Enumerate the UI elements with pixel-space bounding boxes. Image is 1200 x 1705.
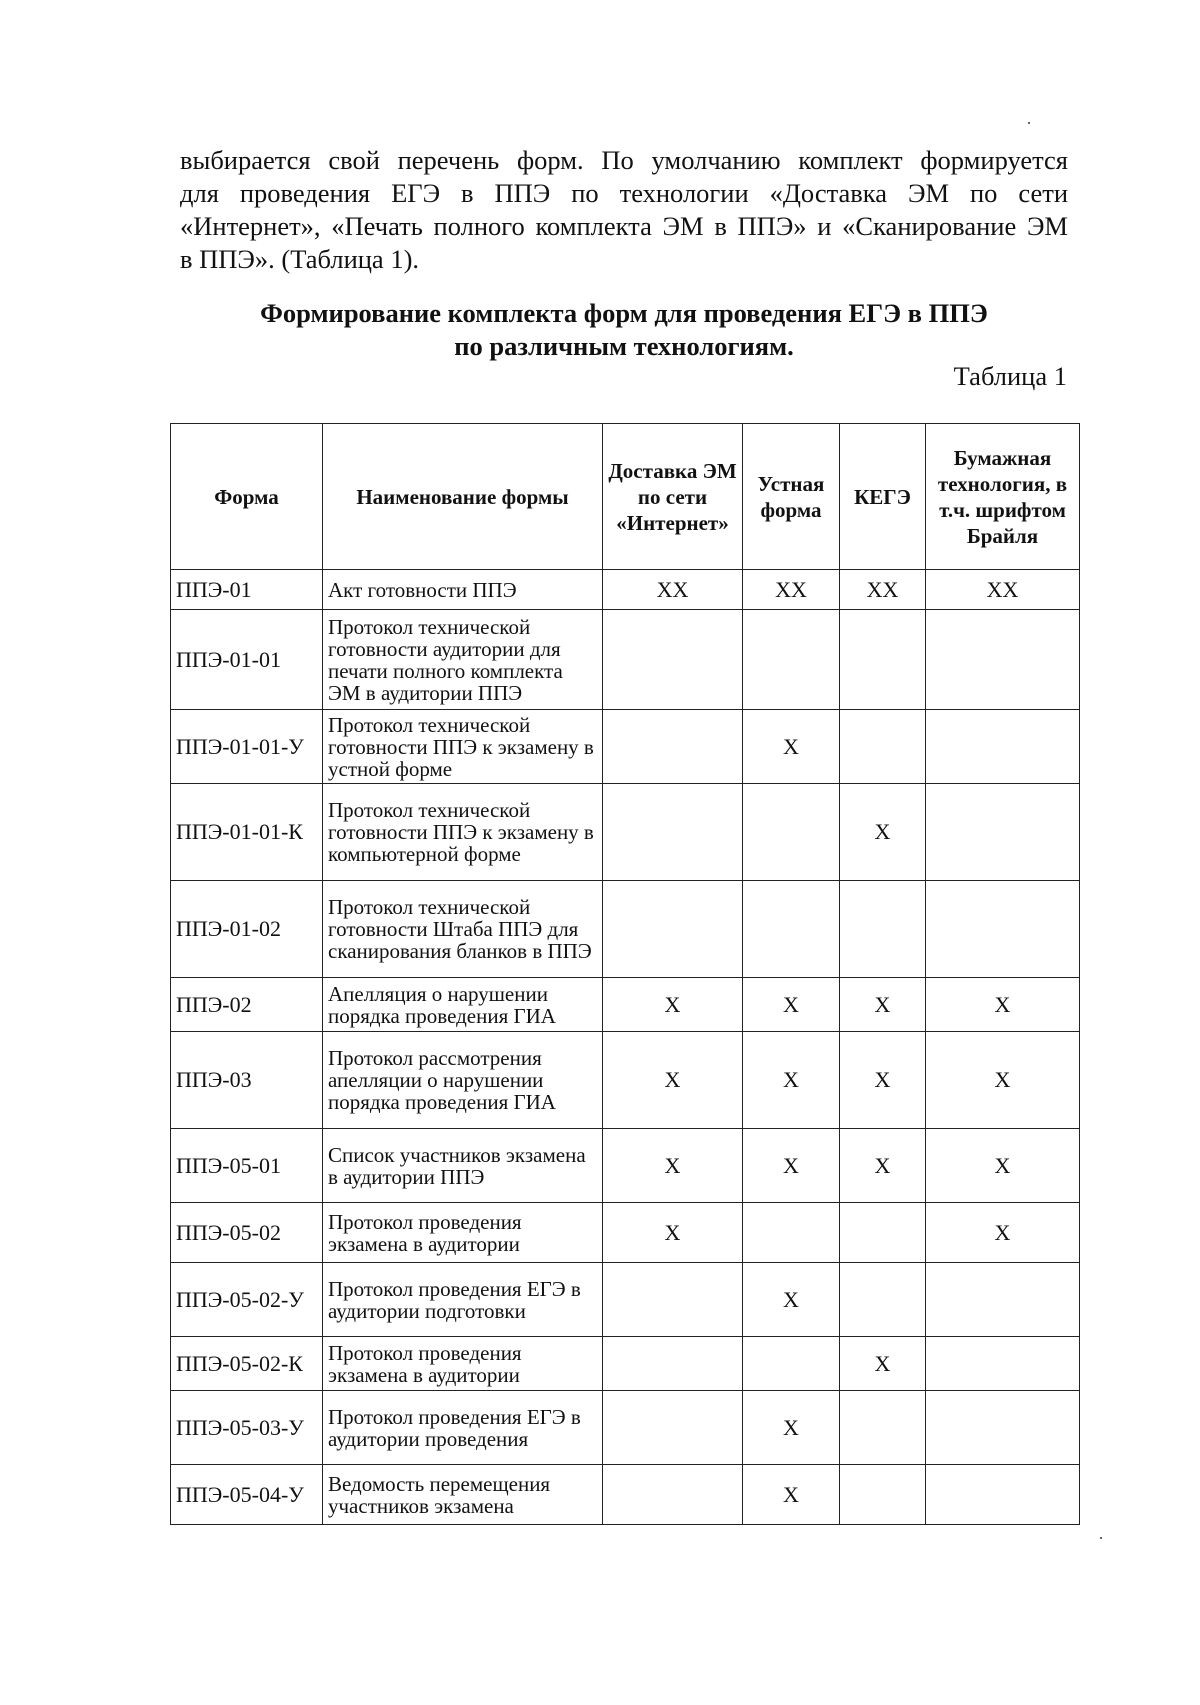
form-name-cell: Протокол проведения ЕГЭ в аудитории проведения bbox=[323, 1391, 603, 1465]
scan-speck bbox=[1100, 1537, 1102, 1539]
mark-cell bbox=[603, 1391, 743, 1465]
mark-cell: X bbox=[840, 784, 926, 881]
paragraph-line: в ППЭ». (Таблица 1). bbox=[180, 244, 420, 274]
mark-cell bbox=[926, 1337, 1080, 1391]
mark-cell bbox=[840, 1391, 926, 1465]
form-name-cell: Протокол проведения экзамена в аудитории bbox=[323, 1337, 603, 1391]
form-name-cell: Протокол рассмотрения апелляции о нарушении порядка проведения ГИА bbox=[323, 1032, 603, 1129]
mark-cell bbox=[603, 881, 743, 978]
mark-cell bbox=[926, 610, 1080, 710]
table-label: Таблица 1 bbox=[953, 361, 1067, 391]
mark-cell: X bbox=[840, 1129, 926, 1203]
table-row bbox=[171, 570, 1080, 610]
mark-cell: X bbox=[840, 1337, 926, 1391]
form-code-cell: ППЭ-05-01 bbox=[171, 1129, 323, 1203]
form-code-cell: ППЭ-01-01 bbox=[171, 610, 323, 710]
table-row bbox=[171, 1129, 1080, 1203]
form-code-cell: ППЭ-05-02-К bbox=[171, 1337, 323, 1391]
mark-cell: X bbox=[743, 978, 840, 1032]
form-name-cell: Протокол технической готовности Штаба ППЭ для сканирования бланков в ППЭ bbox=[323, 881, 603, 978]
form-code-cell: ППЭ-05-03-У bbox=[171, 1391, 323, 1465]
table-row bbox=[171, 1263, 1080, 1337]
mark-cell: X bbox=[743, 1032, 840, 1129]
form-name-cell: Протокол технической готовности ППЭ к экзамену в компьютерной форме bbox=[323, 784, 603, 881]
mark-cell: X bbox=[743, 1129, 840, 1203]
form-name-cell: Протокол проведения ЕГЭ в аудитории подготовки bbox=[323, 1263, 603, 1337]
header-cell: Бумажная технология, в т.ч. шрифтом Брайля bbox=[926, 424, 1080, 570]
mark-cell bbox=[743, 610, 840, 710]
mark-cell: X bbox=[603, 1203, 743, 1263]
mark-cell: X bbox=[603, 1129, 743, 1203]
mark-cell: X bbox=[926, 978, 1080, 1032]
mark-cell: X bbox=[743, 1465, 840, 1525]
intro-paragraph bbox=[180, 144, 1068, 276]
mark-cell bbox=[926, 710, 1080, 784]
form-code-cell: ППЭ-01-01-К bbox=[171, 784, 323, 881]
mark-cell bbox=[840, 881, 926, 978]
forms-table bbox=[170, 423, 1080, 1525]
mark-cell: X bbox=[603, 1032, 743, 1129]
mark-cell: X bbox=[840, 1032, 926, 1129]
header-row bbox=[171, 424, 1080, 570]
form-code-cell: ППЭ-02 bbox=[171, 978, 323, 1032]
form-code-cell: ППЭ-01-01-У bbox=[171, 710, 323, 784]
form-code-cell: ППЭ-05-02-У bbox=[171, 1263, 323, 1337]
mark-cell bbox=[926, 1263, 1080, 1337]
header-cell: КЕГЭ bbox=[840, 424, 926, 570]
form-name-cell: Протокол технической готовности аудитории для печати полного комплекта ЭМ в аудитории ППЭ bbox=[323, 610, 603, 710]
header-cell: Форма bbox=[171, 424, 323, 570]
title-line: Формирование комплекта форм для проведения ЕГЭ в ППЭ bbox=[260, 298, 988, 328]
table-title bbox=[180, 297, 1068, 363]
mark-cell bbox=[840, 1263, 926, 1337]
form-name-cell: Ведомость перемещения участников экзамена bbox=[323, 1465, 603, 1525]
mark-cell: X bbox=[926, 1129, 1080, 1203]
table-row bbox=[171, 1337, 1080, 1391]
header-cell: Доставка ЭМ по сети «Интернет» bbox=[603, 424, 743, 570]
table-row bbox=[171, 881, 1080, 978]
mark-cell: X bbox=[743, 1391, 840, 1465]
mark-cell: X bbox=[743, 710, 840, 784]
mark-cell bbox=[840, 1465, 926, 1525]
mark-cell: X bbox=[840, 978, 926, 1032]
paragraph-line: выбирается свой перечень форм. По умолчанию комплект формируется bbox=[180, 145, 1068, 175]
paragraph-line: «Интернет», «Печать полного комплекта ЭМ в ППЭ» и «Сканирование ЭМ bbox=[180, 211, 1068, 241]
mark-cell bbox=[926, 1391, 1080, 1465]
mark-cell: X bbox=[743, 1263, 840, 1337]
form-code-cell: ППЭ-01 bbox=[171, 570, 323, 610]
table-row bbox=[171, 784, 1080, 881]
paragraph-line: для проведения ЕГЭ в ППЭ по технологии «Доставка ЭМ по сети bbox=[180, 178, 1068, 208]
mark-cell: XX bbox=[603, 570, 743, 610]
mark-cell bbox=[603, 1337, 743, 1391]
table-row bbox=[171, 1203, 1080, 1263]
form-name-cell: Акт готовности ППЭ bbox=[323, 570, 603, 610]
table-row bbox=[171, 1465, 1080, 1525]
table-row bbox=[171, 710, 1080, 784]
mark-cell bbox=[603, 710, 743, 784]
mark-cell bbox=[840, 1203, 926, 1263]
mark-cell: X bbox=[926, 1203, 1080, 1263]
mark-cell bbox=[603, 1465, 743, 1525]
table-row bbox=[171, 1391, 1080, 1465]
title-line: по различным технологиям. bbox=[454, 331, 794, 361]
mark-cell: X bbox=[603, 978, 743, 1032]
form-code-cell: ППЭ-01-02 bbox=[171, 881, 323, 978]
form-name-cell: Протокол проведения экзамена в аудитории bbox=[323, 1203, 603, 1263]
form-code-cell: ППЭ-05-02 bbox=[171, 1203, 323, 1263]
mark-cell bbox=[603, 610, 743, 710]
header-cell: Наименование формы bbox=[323, 424, 603, 570]
table-row bbox=[171, 1032, 1080, 1129]
scan-speck bbox=[1028, 122, 1030, 124]
mark-cell: XX bbox=[926, 570, 1080, 610]
mark-cell bbox=[926, 1465, 1080, 1525]
form-code-cell: ППЭ-05-04-У bbox=[171, 1465, 323, 1525]
mark-cell bbox=[743, 784, 840, 881]
mark-cell bbox=[926, 784, 1080, 881]
mark-cell bbox=[743, 1203, 840, 1263]
form-name-cell: Список участников экзамена в аудитории ППЭ bbox=[323, 1129, 603, 1203]
mark-cell bbox=[603, 784, 743, 881]
mark-cell bbox=[926, 881, 1080, 978]
mark-cell bbox=[743, 881, 840, 978]
header-cell: Устная форма bbox=[743, 424, 840, 570]
mark-cell: XX bbox=[840, 570, 926, 610]
form-name-cell: Протокол технической готовности ППЭ к экзамену в устной форме bbox=[323, 710, 603, 784]
mark-cell: X bbox=[926, 1032, 1080, 1129]
table-row bbox=[171, 610, 1080, 710]
mark-cell bbox=[603, 1263, 743, 1337]
mark-cell bbox=[840, 710, 926, 784]
mark-cell: XX bbox=[743, 570, 840, 610]
form-code-cell: ППЭ-03 bbox=[171, 1032, 323, 1129]
mark-cell bbox=[840, 610, 926, 710]
table-row bbox=[171, 978, 1080, 1032]
form-name-cell: Апелляция о нарушении порядка проведения ГИА bbox=[323, 978, 603, 1032]
mark-cell bbox=[743, 1337, 840, 1391]
